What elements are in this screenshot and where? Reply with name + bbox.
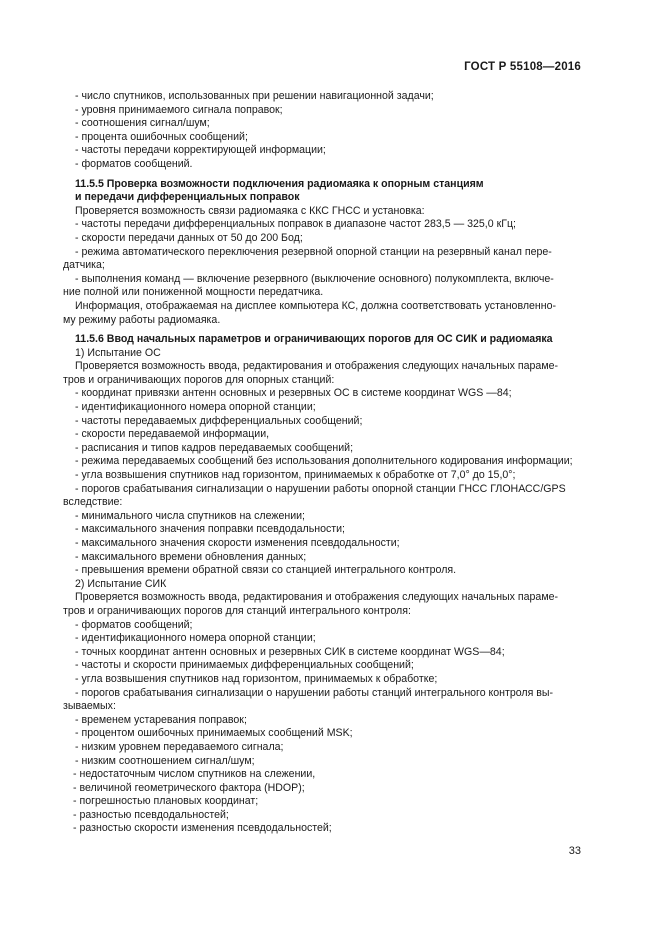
- list-item-cont: зываемых:: [63, 700, 116, 713]
- list-item: - превышения времени обратной связи со станцией интегрального контроля.: [75, 564, 457, 577]
- list-item: - временем устаревания поправок;: [75, 713, 247, 726]
- list-item: - процента ошибочных сообщений;: [75, 130, 248, 143]
- subsection-title: 2) Испытание СИК: [75, 577, 167, 590]
- list-item: - угла возвышения спутников над горизонтом, принимаемых к обработке;: [75, 672, 438, 685]
- list-item-cont: датчика;: [63, 259, 105, 272]
- paragraph-cont: му режиму работы радиомаяка.: [63, 313, 221, 326]
- list-item-cont: вследствие:: [63, 496, 123, 509]
- list-item: - выполнения команд — включение резервного (выключение основного) полукомплекта, включе-: [75, 272, 554, 285]
- list-item: - скорости передаваемой информации,: [75, 428, 270, 441]
- list-item: - порогов срабатывания сигнализации о нарушении работы станций интегрального контроля вы-: [75, 686, 554, 699]
- list-item: - минимального числа спутников на слежении;: [75, 509, 305, 522]
- list-item: - порогов срабатывания сигнализации о нарушении работы опорной станции ГНСС ГЛОНАСС/GPS: [75, 482, 566, 495]
- page-number: 33: [568, 845, 581, 857]
- list-item: - частоты передачи дифференциальных поправок в диапазоне частот 283,5 — 325,0 кГц;: [75, 218, 516, 231]
- subsection-title: 1) Испытание ОС: [75, 346, 161, 359]
- list-item: - форматов сообщений.: [75, 157, 193, 170]
- list-item: - режима автоматического переключения резервной опорной станции на резервный канал пере-: [75, 245, 552, 258]
- top-list: [75, 90, 583, 172]
- paragraph-cont: тров и ограничивающих порогов для станций интегрального контроля:: [63, 604, 411, 617]
- list-item: - уровня принимаемого сигнала поправок;: [75, 103, 283, 116]
- list-item: - число спутников, использованных при решении навигационной задачи;: [75, 90, 434, 102]
- section-heading-11-5-6: 11.5.6 Ввод начальных параметров и ограничивающих порогов для ОС СИК и радиомаяка: [75, 333, 553, 346]
- list-item: - точных координат антенн основных и резервных СИК в системе координат WGS—84;: [75, 645, 505, 658]
- list-item: - недостаточным числом спутников на слежении,: [73, 768, 316, 781]
- list-item: - частоты передаваемых дифференциальных сообщений;: [75, 414, 363, 427]
- list-item: - максимального времени обновления данных;: [75, 550, 307, 563]
- list-item: - скорости передачи данных от 50 до 200 Бод;: [75, 231, 303, 244]
- document-header: ГОСТ Р 55108—2016: [464, 61, 581, 73]
- paragraph-cont: тров и ограничивающих порогов для опорных станций:: [63, 373, 335, 386]
- paragraph: Проверяется возможность связи радиомаяка с ККС ГНСС и установка:: [75, 204, 425, 217]
- paragraph: Проверяется возможность ввода, редактирования и отображения следующих начальных параме-: [75, 591, 559, 604]
- list-item: - погрешностью плановых координат;: [73, 795, 259, 808]
- list-item: - величиной геометрического фактора (HDOP);: [73, 781, 305, 794]
- list-item: - процентом ошибочных принимаемых сообщений MSK;: [75, 727, 353, 740]
- section-heading-11-5-5: 11.5.5 Проверка возможности подключения радиомаяка к опорным станциям: [75, 177, 484, 190]
- list-item: - угла возвышения спутников над горизонтом, принимаемых к обработке от 7,0° до 15,0°;: [75, 469, 516, 482]
- list-item: - идентификационного номера опорной станции;: [75, 632, 316, 645]
- section-heading-11-5-5-cont: и передачи дифференциальных поправок: [75, 191, 300, 204]
- list-item: - режима передаваемых сообщений без использования дополнительного кодирования информации;: [75, 455, 573, 468]
- list-item: - частоты передачи корректирующей информации;: [75, 144, 326, 157]
- paragraph: Информация, отображаемая на дисплее компьютера КС, должна соответствовать установленно-: [75, 299, 557, 312]
- list-item: - идентификационного номера опорной станции;: [75, 401, 316, 414]
- list-item: - максимального значения скорости изменения псевдодальности;: [75, 537, 400, 549]
- page-content: [63, 90, 583, 836]
- list-item: - максимального значения поправки псевдодальности;: [75, 523, 345, 536]
- list-item-cont: ние полной или пониженной мощности передатчика.: [63, 286, 324, 299]
- list-item: - разностью скорости изменения псевдодальностей;: [73, 822, 332, 835]
- list-item: - низким уровнем передаваемого сигнала;: [75, 740, 284, 753]
- list-item: - частоты и скорости принимаемых дифференциальных сообщений;: [75, 659, 414, 672]
- list-item: - расписания и типов кадров передаваемых сообщений;: [75, 441, 354, 454]
- list-item: - форматов сообщений;: [75, 618, 193, 631]
- list-item: - координат привязки антенн основных и резервных ОС в системе координат WGS —84;: [75, 387, 512, 400]
- paragraph: Проверяется возможность ввода, редактирования и отображения следующих начальных параме-: [75, 360, 559, 373]
- list-item: - соотношения сигнал/шум;: [75, 117, 210, 130]
- list-item: - низким соотношением сигнал/шум;: [75, 754, 255, 767]
- list-item: - разностью псевдодальностей;: [73, 808, 229, 821]
